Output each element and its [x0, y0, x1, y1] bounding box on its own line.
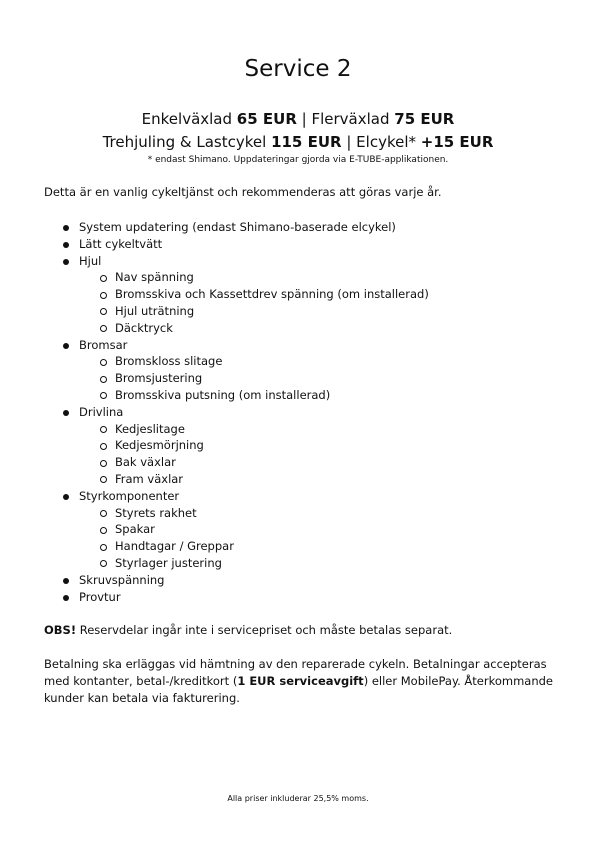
circle-bullet-icon [100, 308, 107, 315]
single-speed-price: 65 EUR [236, 110, 297, 128]
sub-list-item: Hjul uträtning [44, 303, 429, 320]
trike-cargo-price: 115 EUR [271, 133, 342, 151]
sub-list-item: Styrets rakhet [44, 505, 429, 522]
multi-speed-label: Flerväxlad [311, 110, 395, 128]
circle-bullet-icon [100, 292, 107, 299]
multi-speed-price: 75 EUR [394, 110, 455, 128]
obs-text: Reservdelar ingår inte i servicepriset och måste betalas separat. [76, 623, 453, 637]
sub-list-item: Handtagar / Greppar [44, 538, 429, 555]
list-item: Skruvspänning [44, 572, 429, 589]
circle-bullet-icon [100, 527, 107, 534]
sub-list-item: Spakar [44, 521, 429, 538]
obs-note [44, 622, 554, 639]
bullet-icon [63, 410, 69, 416]
bullet-icon [63, 494, 69, 500]
sub-list-item: Bromsskiva och Kassettdrev spänning (om installerad) [44, 286, 429, 303]
list-item: Bromsar [44, 337, 429, 354]
circle-bullet-icon [100, 392, 107, 399]
sub-list-item: Bromsjustering [44, 370, 429, 387]
circle-bullet-icon [100, 426, 107, 433]
circle-bullet-icon [100, 359, 107, 366]
sub-list-item: Däcktryck [44, 320, 429, 337]
bullet-icon [63, 578, 69, 584]
bullet-icon [63, 343, 69, 349]
payment-text-before: Betalning ska erläggas vid hämtning av den reparerade cykeln. Betalningar accepteras med kontanter, betal-/kreditkort ( [44, 657, 547, 688]
circle-bullet-icon [100, 325, 107, 332]
circle-bullet-icon [100, 476, 107, 483]
single-speed-label: Enkelväxlad [141, 110, 237, 128]
service-checklist [44, 219, 429, 605]
price-line-special [0, 133, 596, 151]
circle-bullet-icon [100, 275, 107, 282]
service-fee: 1 EUR serviceavgift [237, 674, 364, 688]
bullet-icon [63, 242, 69, 248]
list-item: Hjul [44, 253, 429, 270]
circle-bullet-icon [100, 460, 107, 467]
price-separator: | [296, 110, 312, 128]
list-item: Provtur [44, 589, 429, 606]
sub-list-item: Fram växlar [44, 471, 429, 488]
page-title: Service 2 [244, 56, 352, 82]
price-line-standard [0, 110, 596, 128]
circle-bullet-icon [100, 376, 107, 383]
bullet-icon [63, 225, 69, 231]
ebike-price: +15 EUR [420, 133, 494, 151]
bullet-icon [63, 259, 69, 265]
trike-cargo-label: Trehjuling & Lastcykel [102, 133, 272, 151]
ebike-label: Elcykel* [356, 133, 421, 151]
sub-list-item: Bromsskiva putsning (om installerad) [44, 387, 429, 404]
vat-footer: Alla priser inkluderar 25,5% moms. [227, 794, 369, 803]
intro-text: Detta är en vanlig cykeltjänst och rekommenderas att göras varje år. [44, 185, 442, 199]
payment-text-after: ) eller MobilePay. Återkommande kunder kan betala via fakturering. [44, 674, 553, 705]
price-separator: | [341, 133, 357, 151]
sub-list-item: Kedjesmörjning [44, 437, 429, 454]
circle-bullet-icon [100, 560, 107, 567]
circle-bullet-icon [100, 510, 107, 517]
sub-list-item: Kedjeslitage [44, 421, 429, 438]
payment-info [44, 656, 554, 707]
sub-list-item: Bromskloss slitage [44, 353, 429, 370]
list-item: Styrkomponenter [44, 488, 429, 505]
circle-bullet-icon [100, 443, 107, 450]
bullet-icon [63, 595, 69, 601]
list-item: System updatering (endast Shimano-baserade elcykel) [44, 219, 429, 236]
list-item: Lätt cykeltvätt [44, 236, 429, 253]
list-item: Drivlina [44, 404, 429, 421]
circle-bullet-icon [100, 544, 107, 551]
obs-label: OBS! [44, 623, 77, 637]
sub-list-item: Styrlager justering [44, 555, 429, 572]
pricing-footnote: * endast Shimano. Uppdateringar gjorda via E-TUBE-applikationen. [147, 155, 449, 165]
sub-list-item: Nav spänning [44, 269, 429, 286]
sub-list-item: Bak växlar [44, 454, 429, 471]
